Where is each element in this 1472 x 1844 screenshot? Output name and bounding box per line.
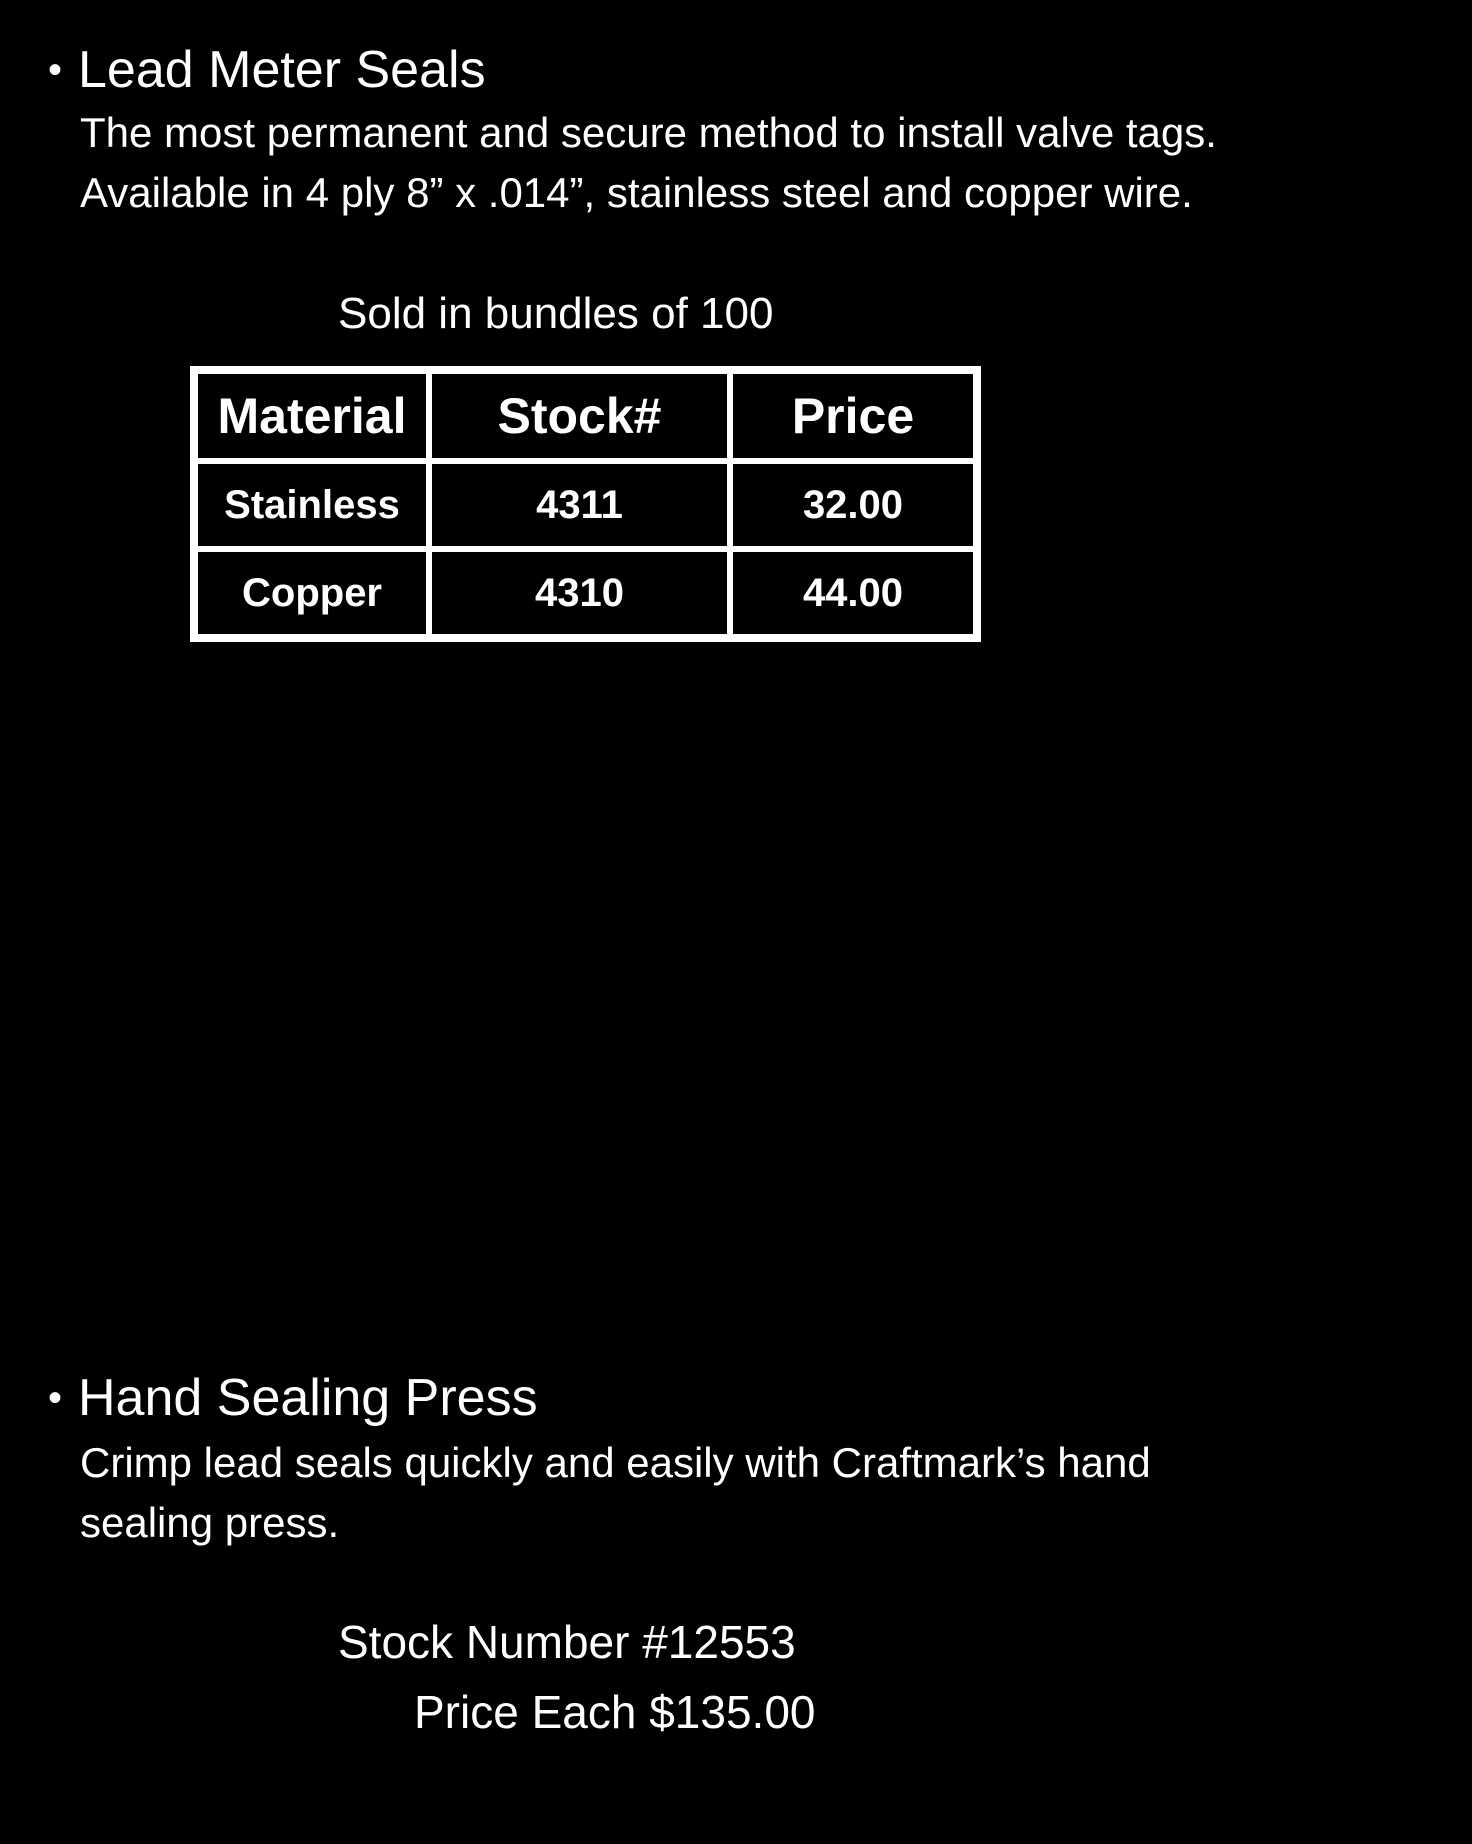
section-title-lead-meter-seals (48, 40, 486, 100)
price-table (190, 366, 981, 642)
table-cell-material: Stainless (195, 461, 429, 549)
table-cell-stock: 4311 (429, 461, 730, 549)
section-title-hand-sealing-press (48, 1368, 538, 1428)
description-line-2: Available in 4 ply 8” x .014”, stainless steel and copper wire. (80, 169, 1193, 216)
description-line-2: sealing press. (80, 1499, 340, 1546)
section-title-text: Hand Sealing Press (78, 1369, 538, 1427)
table-row (195, 461, 976, 549)
table-cell-price: 44.00 (730, 549, 976, 637)
description-line-1: Crimp lead seals quickly and easily with Craftmark’s hand (80, 1439, 1151, 1486)
stock-number: Stock Number #12553 (338, 1616, 796, 1668)
table-header-price: Price (730, 371, 976, 461)
table-row (195, 549, 976, 637)
bullet-icon: • (48, 1376, 63, 1420)
description-line-1: The most permanent and secure method to install valve tags. (80, 109, 1217, 156)
bullet-icon: • (48, 48, 63, 92)
table-header-row (195, 371, 976, 461)
table-cell-price: 32.00 (730, 461, 976, 549)
table-header-stock: Stock# (429, 371, 730, 461)
table-cell-material: Copper (195, 549, 429, 637)
section-title-text: Lead Meter Seals (78, 41, 486, 99)
bundle-note: Sold in bundles of 100 (338, 289, 774, 338)
table-header-material: Material (195, 371, 429, 461)
price-each: Price Each $135.00 (414, 1686, 816, 1738)
table-cell-stock: 4310 (429, 549, 730, 637)
